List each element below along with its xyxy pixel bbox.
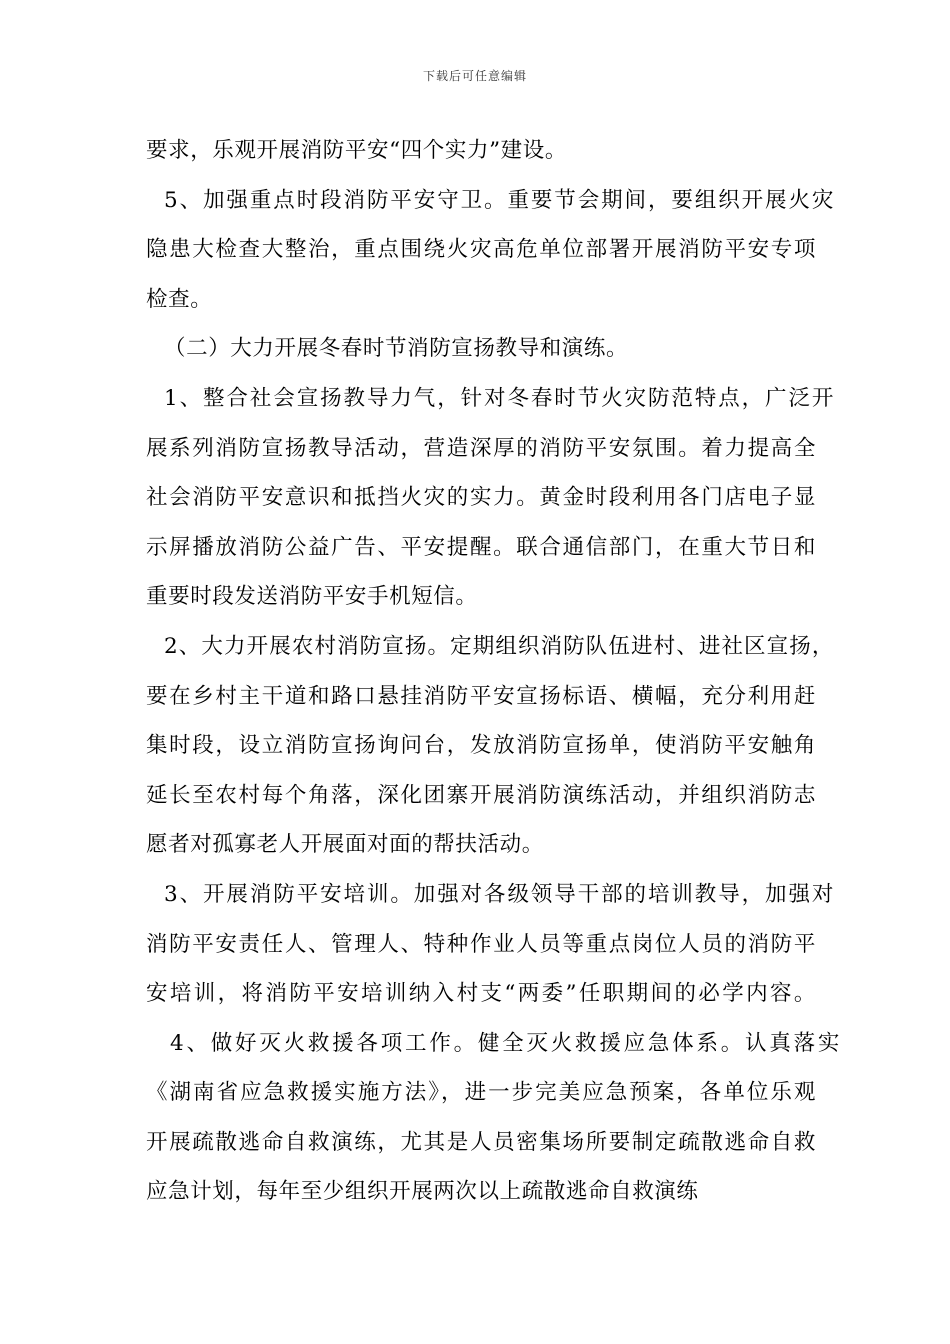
list-item-2: 2、大力开展农村消防宣扬。定期组织消防队伍进村、进社区宣扬， — [164, 633, 834, 659]
text-line: 愿者对孤寡老人开展面对面的帮扶活动。 — [146, 832, 544, 858]
text-line: 集时段，设立消防宣扬询问台，发放消防宣扬单，使消防平安触角 — [146, 733, 816, 759]
text-line: 开展疏散逃命自救演练，尤其是人员密集场所要制定疏散逃命自救 — [146, 1129, 816, 1155]
text-line: 检查。 — [146, 286, 213, 312]
text-line: 延长至农村每个角落，深化团寨开展消防演练活动，并组织消防志 — [146, 782, 816, 808]
list-item-5: 5、加强重点时段消防平安守卫。重要节会期间，要组织开展火灾 — [164, 187, 834, 213]
list-item-4: 4、做好灭火救援各项工作。健全灭火救援应急体系。认真落实 — [170, 1030, 840, 1056]
list-item-1: 1、整合社会宣扬教导力气，针对冬春时节火灾防范特点，广泛开 — [164, 385, 834, 411]
section-heading: （二）大力开展冬春时节消防宣扬教导和演练。 — [164, 336, 629, 362]
text-line: 重要时段发送消防平安手机短信。 — [146, 584, 478, 610]
text-line: 隐患大检查大整治，重点围绕火灾高危单位部署开展消防平安专项 — [146, 237, 816, 263]
text-line: 《湖南省应急救援实施方法》，进一步完美应急预案，各单位乐观 — [146, 1080, 816, 1106]
list-item-3: 3、开展消防平安培训。加强对各级领导干部的培训教导，加强对 — [164, 881, 834, 907]
document-body — [146, 126, 840, 1217]
text-line: 要在乡村主干道和路口悬挂消防平安宣扬标语、横幅，充分利用赶 — [146, 683, 816, 709]
text-line: 示屏播放消防公益广告、平安提醒。联合通信部门，在重大节日和 — [146, 534, 816, 560]
text-line: 展系列消防宣扬教导活动，营造深厚的消防平安氛围。着力提高全 — [146, 435, 816, 461]
text-line: 消防平安责任人、管理人、特种作业人员等重点岗位人员的消防平 — [146, 931, 816, 957]
text-line: 安培训，将消防平安培训纳入村支“两委”任职期间的必学内容。 — [146, 981, 816, 1007]
text-line: 要求，乐观开展消防平安“四个实力”建设。 — [146, 138, 567, 163]
text-line: 社会消防平安意识和抵挡火灾的实力。黄金时段利用各门店电子显 — [146, 485, 816, 511]
page-header: 下载后可任意编辑 — [422, 69, 527, 83]
text-line: 应急计划，每年至少组织开展两次以上疏散逃命自救演练 — [146, 1179, 699, 1205]
